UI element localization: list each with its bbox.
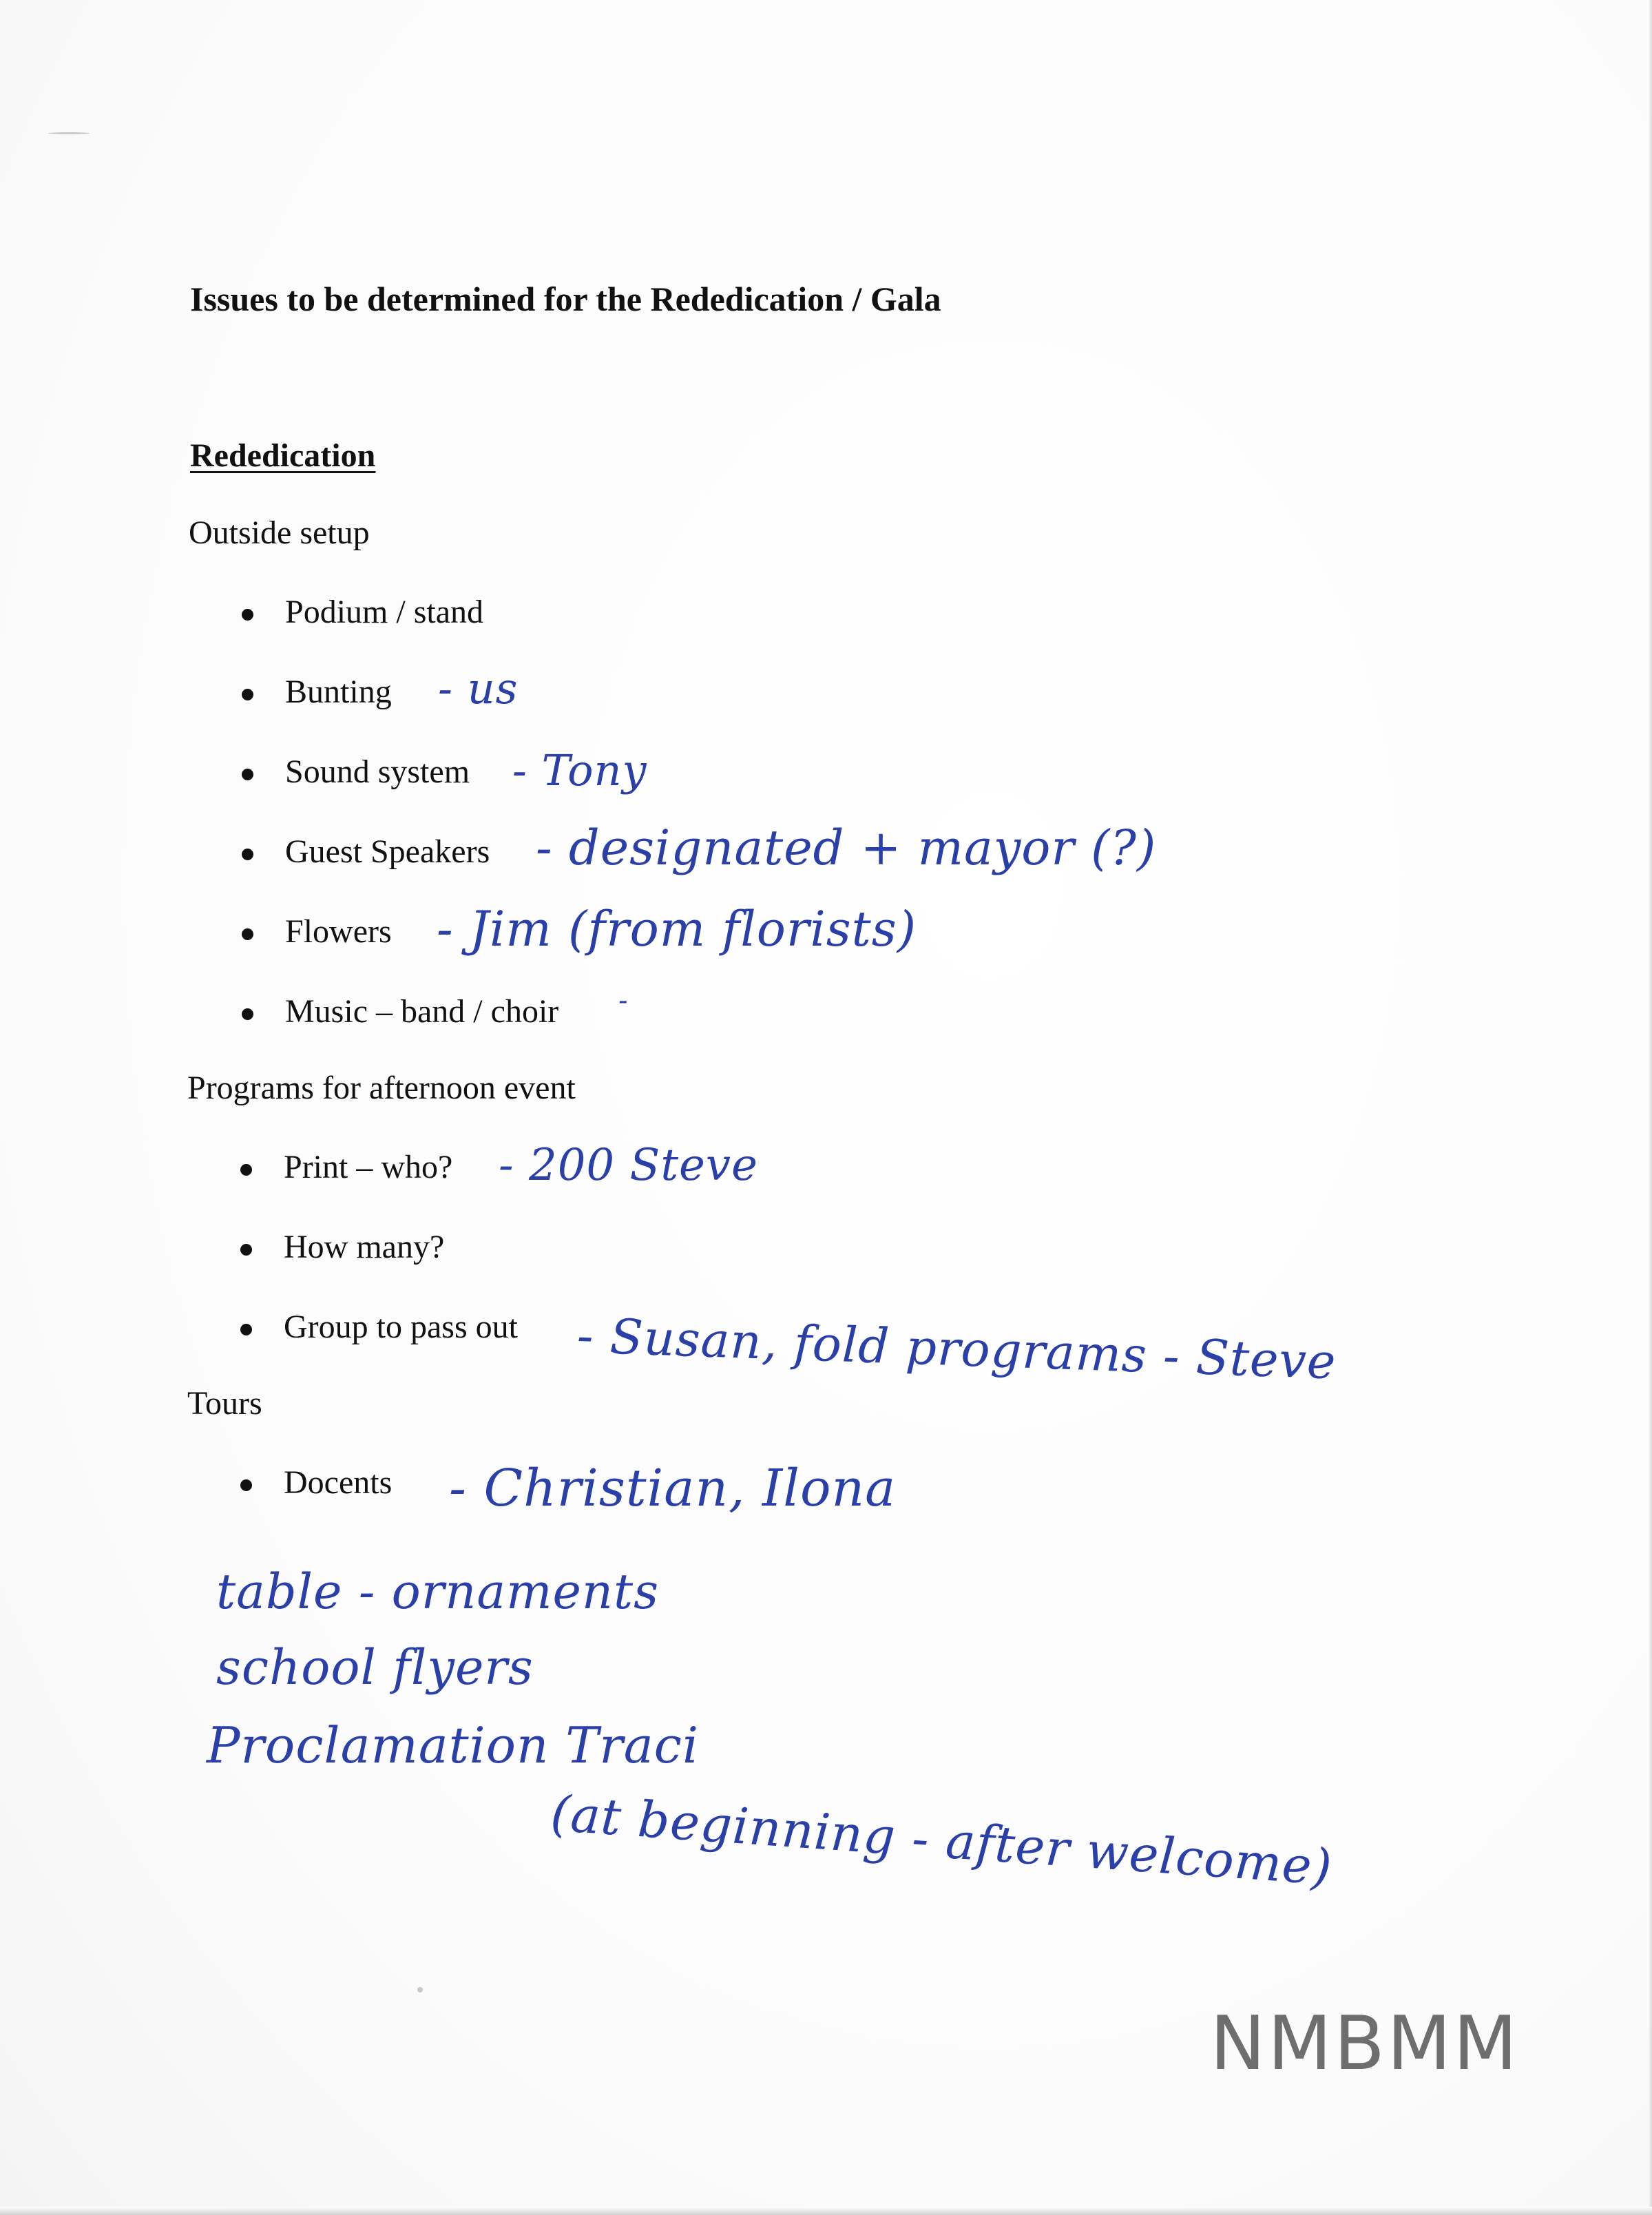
paper-bottom-edge	[0, 2207, 1652, 2215]
section-heading-rededication: Rededication	[190, 437, 376, 474]
watermark: NMBMM	[1210, 2001, 1520, 2087]
list-item-podium: Podium / stand	[285, 594, 484, 630]
list-item-guest-speakers: Guest Speakers	[285, 833, 490, 870]
list-item-sound-system: Sound system	[285, 753, 470, 790]
list-item-music: Music – band / choir	[285, 993, 559, 1030]
document-title: Issues to be determined for the Rededication / Gala	[190, 280, 941, 318]
paper-smudge	[417, 1987, 423, 1993]
handwritten-note-school-flyers: school flyers	[216, 1639, 534, 1696]
bullet-icon	[240, 1324, 252, 1335]
bullet-icon	[240, 1164, 252, 1176]
handwritten-note-proclamation: Proclamation Traci	[207, 1716, 699, 1774]
list-item-bunting: Bunting	[285, 674, 392, 710]
handwritten-note-flowers: - Jim (from florists)	[437, 901, 917, 957]
list-item-flowers: Flowers	[285, 913, 392, 950]
group-label-outside-setup: Outside setup	[189, 514, 370, 551]
bullet-icon	[240, 1244, 252, 1256]
handwritten-note-bunting: - us	[438, 663, 519, 714]
bullet-icon	[242, 609, 253, 621]
list-item-print: Print – who?	[284, 1149, 453, 1185]
bullet-icon	[242, 849, 253, 860]
bullet-icon	[242, 928, 253, 940]
handwritten-note-sound-system: - Tony	[512, 745, 647, 795]
list-item-how-many: How many?	[284, 1229, 445, 1265]
paper-smudge	[48, 132, 90, 134]
bullet-icon	[242, 769, 253, 780]
handwritten-note-table-ornaments: table - ornaments	[216, 1563, 660, 1620]
group-label-programs: Programs for afternoon event	[187, 1070, 576, 1106]
bullet-icon	[240, 1479, 252, 1491]
bullet-icon	[242, 1008, 253, 1020]
list-item-group-to-pass-out: Group to pass out	[284, 1309, 518, 1345]
handwritten-note-music: -	[618, 985, 629, 1017]
handwritten-note-docents: - Christian, Ilona	[449, 1459, 897, 1518]
paper-right-edge	[1648, 0, 1652, 2215]
handwritten-note-proclamation-timing: (at beginning - after welcome)	[549, 1784, 1335, 1897]
group-label-tours: Tours	[187, 1385, 262, 1422]
handwritten-note-group-to-pass-out: - Susan, fold programs - Steve	[576, 1307, 1337, 1391]
handwritten-note-print: - 200 Steve	[499, 1140, 758, 1191]
bullet-icon	[242, 689, 253, 700]
handwritten-note-guest-speakers: - designated + mayor (?)	[536, 820, 1157, 876]
list-item-docents: Docents	[284, 1464, 393, 1501]
